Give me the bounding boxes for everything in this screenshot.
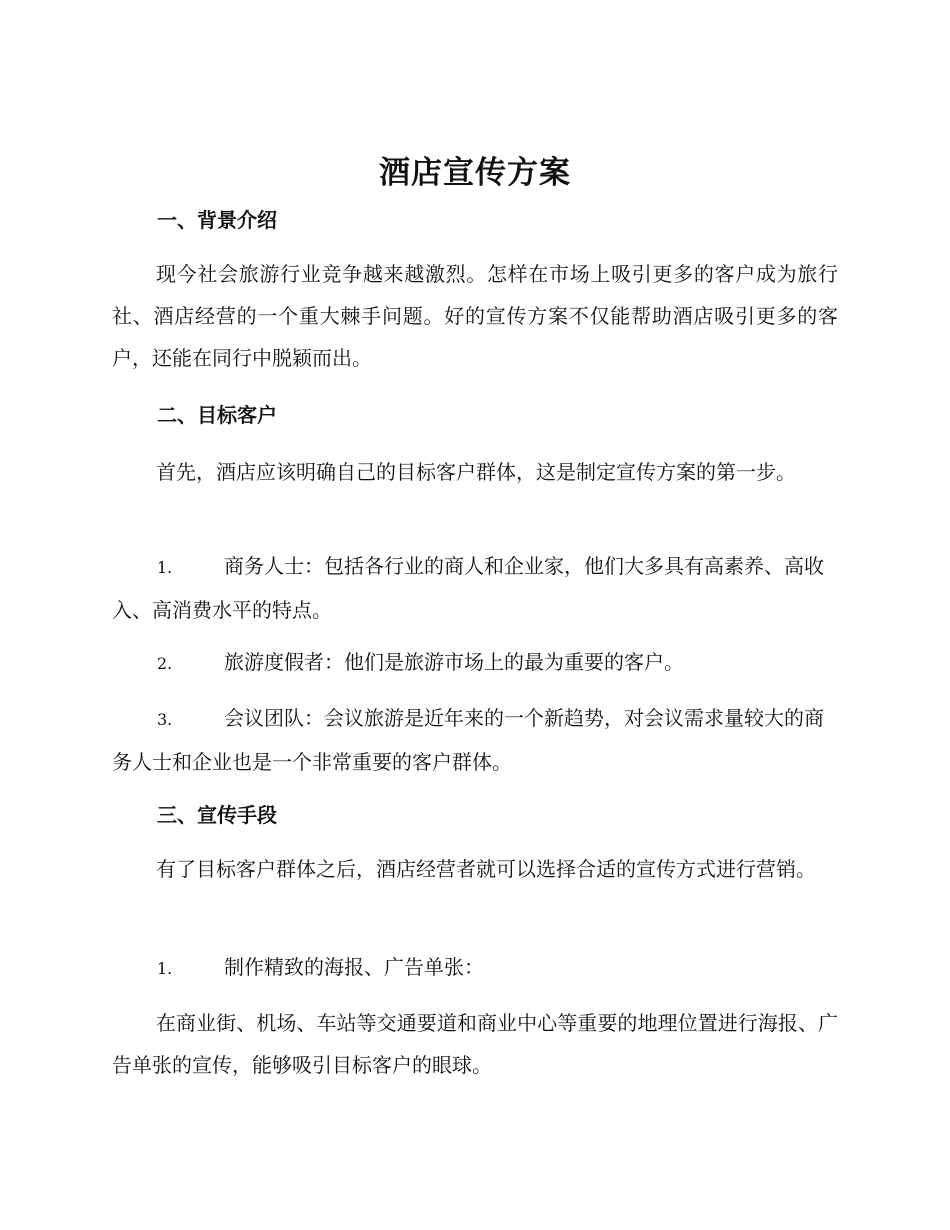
document-title: 酒店宣传方案 — [379, 155, 571, 191]
list-item — [112, 545, 838, 631]
list-item-text: 旅游度假者：他们是旅游市场上的最为重要的客户。 — [224, 650, 684, 674]
list-item-text: 商务人士：包括各行业的商人和企业家，他们大多具有高素养、高收入、高消费水平的特点。 — [112, 554, 824, 622]
section-heading-target-customers: 二、目标客户 — [157, 403, 277, 427]
section-paragraph-target-customers: 首先，酒店应该明确自己的目标客户群体，这是制定宣传方案的第一步。 — [156, 460, 796, 484]
list-item-number: 1. — [157, 558, 173, 577]
list-item-text: 会议团队：会议旅游是近年来的一个新趋势，对会议需求量较大的商务人士和企业也是一个非常重要的客户群体。 — [112, 706, 824, 774]
section-heading-promotion-methods: 三、宣传手段 — [157, 803, 277, 827]
section-heading-background: 一、背景介绍 — [157, 208, 277, 232]
section-paragraph-poster-details: 在商业街、机场、车站等交通要道和商业中心等重要的地理位置进行海报、广告单张的宣传，能够吸引目标客户的眼球。 — [112, 1011, 838, 1077]
section-paragraph-promotion-methods: 有了目标客户群体之后，酒店经营者就可以选择合适的宣传方式进行营销。 — [156, 857, 816, 881]
list-item — [112, 697, 838, 783]
list-item-number: 1. — [157, 959, 173, 978]
list-item — [112, 641, 838, 685]
list-item — [112, 946, 838, 990]
list-item-number: 2. — [157, 654, 173, 673]
section-paragraph-background: 现今社会旅游行业竞争越来越激烈。怎样在市场上吸引更多的客户成为旅行社、酒店经营的一个重大棘手问题。好的宣传方案不仅能帮助酒店吸引更多的客户，还能在同行中脱颖而出。 — [112, 262, 838, 370]
list-item-number: 3. — [157, 710, 173, 729]
list-item-text: 制作精致的海报、广告单张： — [224, 955, 484, 979]
